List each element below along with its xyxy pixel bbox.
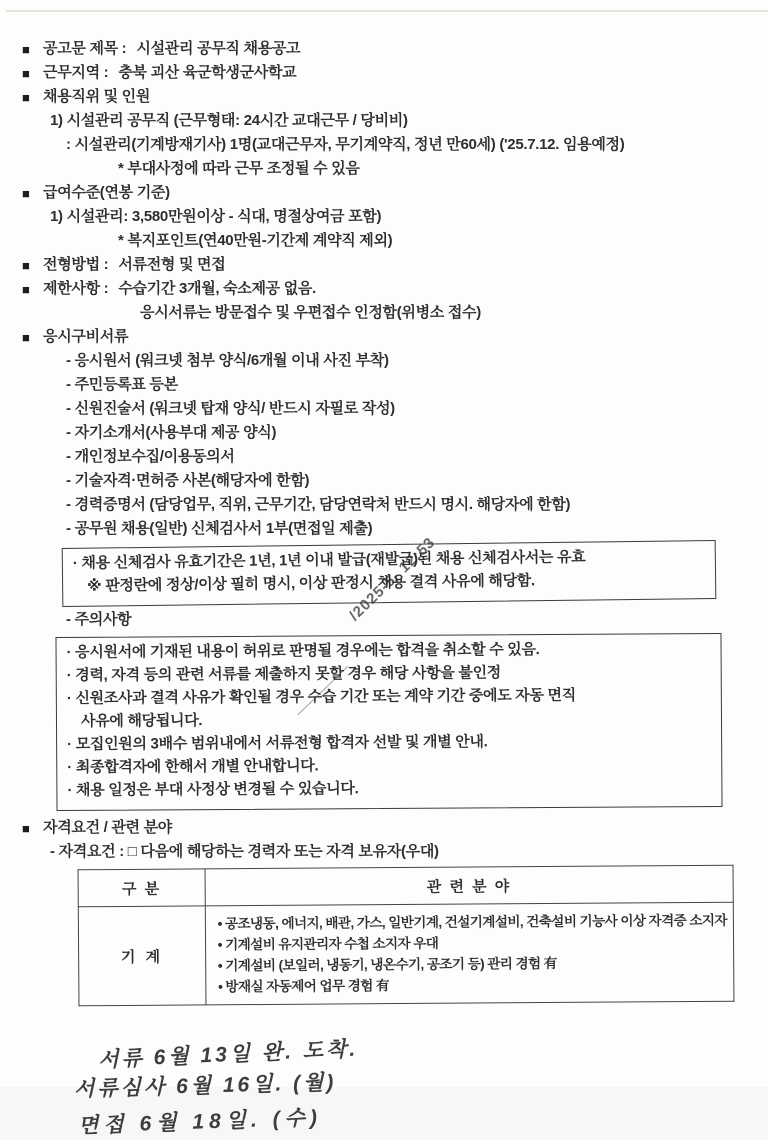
caution-line: · 채용 일정은 부대 사정상 변경될 수 있습니다. bbox=[67, 780, 359, 799]
caution-line: · 최종합격자에 한해서 개별 안내합니다. bbox=[67, 757, 319, 776]
qualification-table bbox=[78, 865, 735, 1007]
checkup-box-line: · 채용 신체검사 유효기간은 1년, 1년 이내 발급(재발급)된 채용 신체검사서는 유효 bbox=[72, 548, 586, 572]
document-item: - 경력증명서 (담당업무, 직위, 근무기간, 담당연락처 반드시 명시. 해당자에 한함) bbox=[66, 496, 571, 513]
method-value: 서류전형 및 면접 bbox=[118, 256, 226, 273]
square-bullet-icon: ■ bbox=[22, 90, 30, 105]
document-item: - 주민등록표 등본 bbox=[66, 376, 178, 393]
table-cell-related-fields bbox=[205, 902, 734, 1005]
location-label: 근무지역 : bbox=[43, 64, 109, 81]
position-line1: 1) 시설관리 공무직 (근무형태: 24시간 교대근무 / 당비비) bbox=[50, 112, 408, 129]
document-item: - 자기소개서(사용부대 제공 양식) bbox=[66, 424, 277, 441]
document-item: - 기술자격·면허증 사본(해당자에 한함) bbox=[66, 472, 310, 489]
medical-checkup-notice-box bbox=[62, 540, 717, 607]
title-label: 공고문 제목 : bbox=[43, 40, 127, 57]
table-cell-category: 기 계 bbox=[78, 906, 205, 1006]
selection-method-line bbox=[22, 256, 756, 273]
document-item: - 응시원서 (워크넷 첨부 양식/6개월 이내 사진 부착) bbox=[66, 352, 389, 369]
caution-heading: - 주의사항 bbox=[66, 611, 132, 628]
restriction-line2: 응시서류는 방문접수 및 우편접수 인정함(위병소 접수) bbox=[140, 304, 481, 321]
caution-line: 사유에 해당됩니다. bbox=[80, 712, 203, 730]
salary-line1: 1) 시설관리: 3,580만원이상 - 식대, 명절상여금 포함) bbox=[50, 208, 382, 225]
table-header-related-field: 관 련 분 야 bbox=[205, 865, 734, 906]
salary-heading: ■ 급여수준(연봉 기준) bbox=[22, 184, 170, 201]
table-header-category: 구 분 bbox=[78, 869, 205, 907]
handwritten-note-line: 서류 6월 13일 완. 도착. bbox=[97, 1037, 359, 1072]
restriction-line bbox=[22, 280, 756, 297]
caution-notice-box bbox=[55, 633, 722, 811]
square-bullet-icon: ■ bbox=[22, 330, 30, 345]
salary-note: * 복지포인트(연40만원-기간제 계약직 제외) bbox=[118, 232, 393, 249]
document-item: - 신원진술서 (워크넷 탑재 양식/ 반드시 자필로 작성) bbox=[66, 400, 395, 417]
restriction-value: 수습기간 3개월, 숙소제공 없음. bbox=[118, 280, 316, 297]
caution-line: · 응시원서에 기재된 내용이 허위로 판명될 경우에는 합격을 취소할 수 있음. bbox=[66, 641, 540, 661]
caution-line: · 모집인원의 3배수 범위내에서 서류전형 합격자 선발 및 개별 안내. bbox=[67, 733, 488, 753]
position-note: * 부대사정에 따라 근무 조정될 수 있음 bbox=[118, 160, 360, 177]
caution-line: · 경력, 자격 등의 관련 서류를 제출하지 못할 경우 해당 사항을 불인정 bbox=[66, 664, 502, 684]
method-label: 전형방법 : bbox=[43, 256, 109, 273]
table-header-row bbox=[78, 865, 733, 907]
square-bullet-icon: ■ bbox=[22, 186, 30, 201]
fax-timestamp-watermark: /2025-5- 12:53 bbox=[346, 533, 439, 625]
handwritten-notes bbox=[73, 1034, 756, 1138]
scan-artifact-line bbox=[6, 10, 768, 12]
qualification-heading: ■ 자격요건 / 관련 분야 bbox=[22, 819, 172, 836]
checkup-box-line: ※ 판정란에 정상/이상 필히 명시, 이상 판정시 채용 결격 사유에 해당함. bbox=[87, 572, 535, 595]
square-bullet-icon: ■ bbox=[22, 282, 30, 297]
location-value: 충북 괴산 육군학생군사학교 bbox=[118, 64, 297, 81]
qualification-item: • 공조냉동, 에너지, 배관, 가스, 일반기계, 건설기계설비, 건축설비 기능사 이상 자격증 소지자 bbox=[217, 912, 727, 932]
restriction-label: 제한사항 : bbox=[43, 280, 109, 297]
handwritten-note-line: 면접 6월 18일. (수) bbox=[77, 1106, 323, 1138]
position-heading: ■ 채용직위 및 인원 bbox=[22, 88, 151, 105]
square-bullet-icon: ■ bbox=[22, 42, 30, 57]
qualification-item: • 방재실 자동제어 업무 경험 有 bbox=[217, 978, 389, 995]
announcement-title-line bbox=[22, 40, 756, 57]
qualification-item: • 기계설비 (보일러, 냉동기, 냉온수기, 공조기 등) 관리 경험 有 bbox=[217, 955, 557, 974]
qualification-item: • 기계설비 유지관리자 수첩 소지자 우대 bbox=[217, 935, 439, 953]
table-row bbox=[78, 902, 734, 1006]
document-item: - 개인정보수집/이용동의서 bbox=[66, 448, 235, 465]
required-documents-heading: ■ 응시구비서류 bbox=[22, 328, 129, 345]
caution-line: · 신원조사과 결격 사유가 확인될 경우 수습 기간 또는 계약 기간 중에도 자동 면직 bbox=[66, 686, 576, 707]
handwritten-note-line: 서류심사 6월 16일. (월) bbox=[73, 1071, 337, 1101]
document-item: - 공무원 채용(일반) 신체검사서 1부(면접일 제출) bbox=[66, 520, 373, 537]
position-line2: : 시설관리(기계방재기사) 1명(교대근무자, 무기계약직, 정년 만60세) ('25.7.12. 임용예정) bbox=[66, 136, 625, 153]
square-bullet-icon: ■ bbox=[22, 821, 30, 836]
title-value: 시설관리 공무직 채용공고 bbox=[136, 40, 301, 57]
qualification-subline: - 자격요건 : □ 다음에 해당하는 경력자 또는 자격 보유자(우대) bbox=[50, 843, 439, 860]
square-bullet-icon: ■ bbox=[22, 258, 30, 273]
work-location-line bbox=[22, 64, 756, 81]
square-bullet-icon: ■ bbox=[22, 66, 30, 81]
document-body bbox=[22, 40, 756, 1136]
